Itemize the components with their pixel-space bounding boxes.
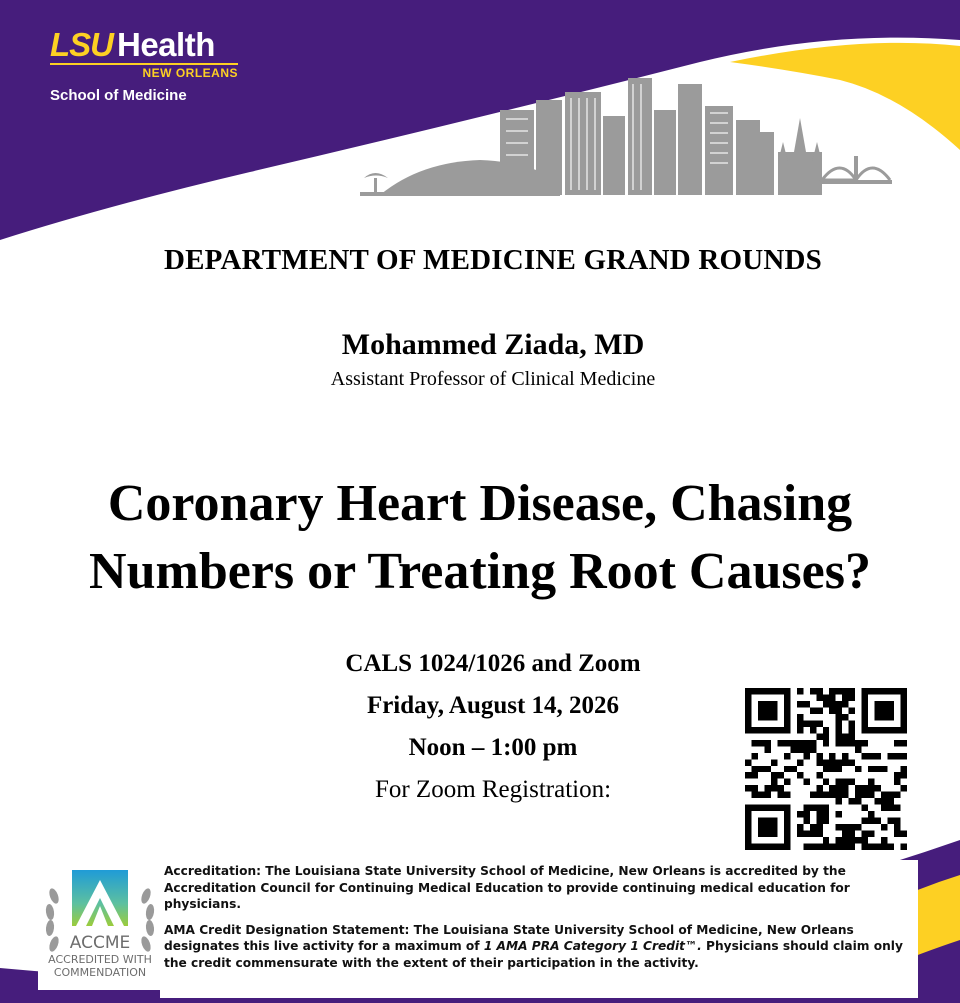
skyline-graphic	[360, 70, 900, 200]
talk-title	[0, 470, 960, 606]
credit-italic: 1 AMA PRA Category 1 Credit™.	[483, 939, 702, 953]
speaker-title: Assistant Professor of Clinical Medicine	[330, 368, 656, 390]
talk-title-line1: Coronary Heart Disease, Chasing	[107, 475, 853, 532]
zoom-registration-label: For Zoom Registration:	[374, 776, 612, 803]
logo-rule	[50, 63, 238, 65]
event-venue: CALS 1024/1026 and Zoom	[345, 650, 641, 677]
logo-location: NEW ORLEANS	[142, 66, 238, 80]
credit-prefix: AMA Credit Designation Statement: The Louisiana State University School of Medicine, New Orleans designates this live activity for a maximum of	[164, 922, 854, 953]
accreditation-statement: Accreditation: The Louisiana State University School of Medicine, New Orleans is accredited by the Accreditation Council for Continuing Medical Education to provide continuing medical education for physicians.	[164, 864, 850, 911]
accme-badge-icon	[38, 866, 162, 990]
school-name: School of Medicine	[50, 87, 187, 104]
accme-badge-line1: ACCREDITED WITH	[48, 953, 152, 966]
lsu-health-logo	[50, 27, 250, 104]
credit-suffix: Physicians should claim only the credit commensurate with the extent of their participation in the activity.	[164, 939, 903, 970]
accme-badge-line2: COMMENDATION	[53, 966, 147, 979]
logo-health-text: Health	[117, 26, 215, 63]
qr-code-icon[interactable]	[745, 688, 907, 850]
event-date: Friday, August 14, 2026	[366, 692, 620, 719]
accreditation-text	[164, 863, 916, 980]
series-title: DEPARTMENT OF MEDICINE GRAND ROUNDS	[164, 244, 822, 276]
credit-designation-statement	[164, 922, 916, 972]
event-time: Noon – 1:00 pm	[408, 734, 578, 761]
logo-lsu-text: LSU	[50, 26, 113, 63]
talk-title-line2: Numbers or Treating Root Causes?	[89, 543, 871, 600]
accme-badge-name: ACCME	[69, 933, 131, 953]
speaker-name: Mohammed Ziada, MD	[341, 328, 645, 361]
